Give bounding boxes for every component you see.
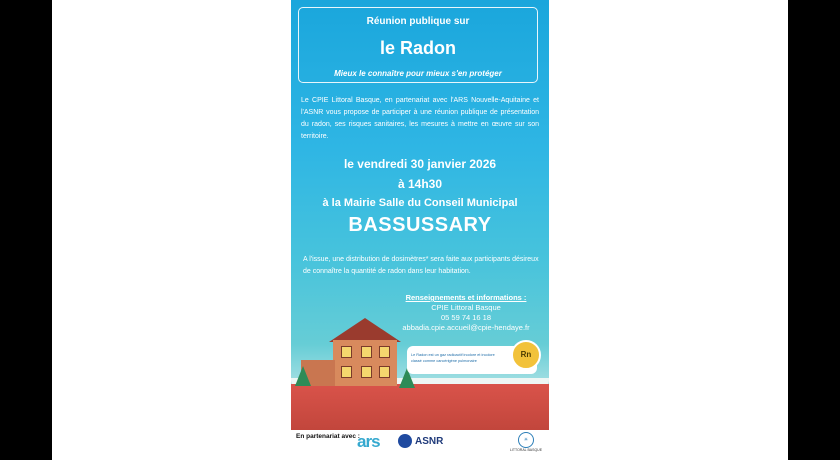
tree-icon <box>295 366 311 386</box>
house-window <box>361 366 372 378</box>
poster-title: le Radon <box>379 38 456 58</box>
house-window <box>379 346 390 358</box>
contact-email: abbadia.cpie.accueil@cpie-hendaye.fr <box>402 323 530 332</box>
event-place: à la Mairie Salle du Conseil Municipal <box>322 197 518 209</box>
poster-intro: Réunion publique sur <box>366 16 470 27</box>
ground-illustration <box>291 384 549 430</box>
distribution-paragraph: A l'issue, une distribution de dosimètres* sera faite aux participants désireux de connaître la quantité de radon dans leur habitation. <box>303 256 539 275</box>
house-window <box>341 366 352 378</box>
cpie-logo <box>502 432 550 452</box>
event-date: le vendredi 30 janvier 2026 <box>343 157 497 171</box>
contact-info <box>391 293 541 333</box>
contact-title: Renseignements et informations : <box>405 293 527 302</box>
asnr-emblem-icon <box>398 434 412 448</box>
event-time: à 14h30 <box>397 177 443 191</box>
house-window <box>379 366 390 378</box>
partners-label: En partenariat avec : <box>296 433 360 440</box>
event-town: BASSUSSARY <box>348 214 492 236</box>
contact-phone: 05 59 74 16 18 <box>440 313 492 322</box>
radon-info-text: Le Radon est un gaz radioactif inodore et incolore classé comme cancérigène pulmonaire <box>411 353 495 363</box>
house-illustration <box>333 340 397 386</box>
intro-paragraph: Le CPIE Littoral Basque, en partenariat avec l'ARS Nouvelle-Aquitaine et l'ASNR vous propose de participer à une réunion publique de présentation du radon, ses risques sanitaires, les mesures à mettre en œuvre sur son territoire. <box>301 97 539 140</box>
ars-logo-text: ars <box>357 432 380 451</box>
poster-subtitle: Mieux le connaître pour mieux s'en protéger <box>334 69 502 78</box>
contact-org: CPIE Littoral Basque <box>431 303 501 312</box>
cpie-emblem-icon: ☀ <box>518 432 534 448</box>
house-window <box>341 346 352 358</box>
asnr-logo-text: ASNR <box>415 435 444 447</box>
cpie-logo-text: LITTORAL BASQUE <box>509 448 543 452</box>
radon-element-badge: Rn <box>511 340 541 370</box>
house-roof <box>329 318 401 342</box>
asnr-logo <box>398 434 443 448</box>
house-window <box>361 346 372 358</box>
title-box <box>298 7 538 83</box>
ars-logo <box>357 432 380 452</box>
event-poster <box>291 0 549 430</box>
